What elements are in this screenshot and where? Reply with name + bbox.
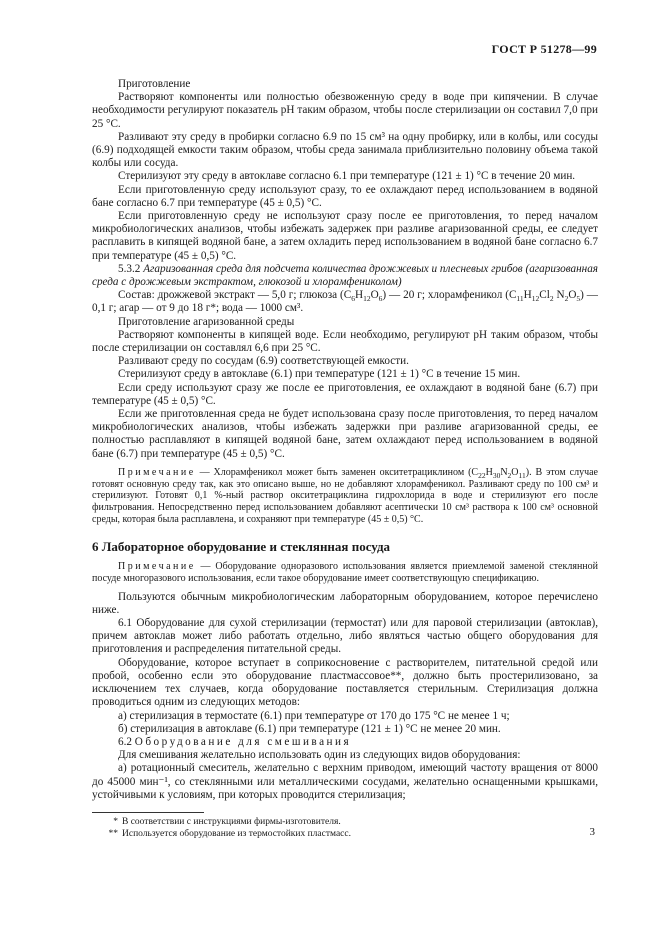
note-lead: Примечание [118,561,196,573]
paragraph: Разливают среду по сосудам (6.9) соответствующей емкости. [118,355,409,368]
standard-code-header: ГОСТ Р 51278—99 [491,42,597,56]
paragraph: Растворяют компоненты в кипящей воде. Если необходимо, регулируют pH таким образом, чтобы после стерилизации он составлял 6,6 при 25 °С. [92,328,598,355]
paragraph: Пользуются обычным микробиологическим лабораторным оборудованием, которое перечислено ниже. [92,590,598,616]
text-run: ) — 20 г; хлорамфеникол (C [382,289,517,302]
subscript: 12 [363,294,371,304]
paragraph: Разливают эту среду в пробирки согласно 6.9 по 15 см³ на одну пробирку, или в колбы, или сосуды (6.9) подходящей емкости таким образом, чтобы среда занимала приблизительно половину объема такой колбы или сосуда. [92,130,598,170]
footnote-mark: * [113,816,118,827]
paragraph: Если среду используют сразу же после ее приготовления, ее охлаждают в водяной бане (6.7) при температуре (45 ± 0,5) °С. [92,381,598,407]
text-run: N [500,466,508,478]
subscript: 2 [549,294,554,304]
subheading: Приготовление агаризованной среды [118,315,295,328]
text-run: N [553,289,565,302]
text-run: O [370,289,379,302]
list-item: б) стерилизация в автоклаве (6.1) при температуре (121 ± 1) °С не менее 20 мин. [118,722,501,735]
footnote-separator [92,812,204,813]
text-run: H [523,289,532,302]
text-run: ) — 0,1 г; агар — от 9 до 18 г*; вода — 1000 см³. [92,289,598,315]
text-run: — Оборудование одноразового использования является приемлемой заменой стеклянной посуде многоразового использования, если такое оборудование имеет соответствующую спецификацию. [92,561,598,584]
page-number: 3 [589,826,595,838]
note-disposable-equipment [92,561,598,585]
paragraph: Растворяют компоненты или полностью обезвоженную среду в воде при кипячении. В случае необходимости регулируют показатель pH таким образом, чтобы после стерилизации он составил 7,0 при 25 °С. [92,91,598,130]
subscript: 6 [351,294,355,304]
subscript: 5 [576,294,581,304]
text-run: ). В этом случае готовят основную среду так, как это описано выше, но не добавляют хлорамфеникол. Разливают среду по 100 см³ и стерилизуют. Готовят 0,1 %-ный раствор окситетрациклина гидрохлорида в воде и стерилизуют его после фильтрования. Непосредственно перед использованием добавляют асептически 10 см³ раствора к 100 см³ основной среды, которая была расплавлена, и сохраняют при температуре (45 ± 0,5) °С. [92,466,598,526]
clause-title: Оборудование для смешивания [134,735,352,748]
paragraph: Для смешивания желательно использовать один из следующих видов оборудования: [118,749,521,762]
subscript: 11 [516,294,524,304]
clause-5-3-2 [92,263,598,289]
paragraph: Если приготовленную среду используют сразу, то ее охлаждают перед использованием в водяной бане согласно 6.7 при температуре (45 ± 0,5) °С. [92,183,598,209]
clause-title: Агаризованная среда для подсчета количества дрожжевых и плесневых грибов (агаризованная среда с дрожжевым экстрактом, глюкозой и хлорамфениколом) [92,262,599,289]
subscript: 22 [478,470,486,480]
page-content [92,78,598,840]
subscript: 6 [378,294,383,304]
text-run: O [511,466,519,478]
text-run: H [354,289,364,302]
list-item: а) стерилизация в термостате (6.1) при температуре от 170 до 175 °С не менее 1 ч; [118,709,510,722]
text-run: O [568,289,577,302]
footnote-text: Используется оборудование из термостойких пластмасс. [122,828,351,839]
note-lead: Примечание [118,466,196,478]
text-run: Cl [539,289,550,302]
clause-6-1: 6.1 Оборудование для сухой стерилизации (термостат) или для паровой стерилизации (автоклав), причем автоклав может либо работать отдельно, либо являться частью общего оборудования для приготовления и распределения питательной среды. [92,617,598,656]
subscript: 11 [518,470,526,480]
paragraph: Стерилизуют эту среду в автоклаве согласно 6.1 при температуре (121 ± 1) °С в течение 20 мин. [118,170,576,183]
paragraph: Если же приготовленная среда не будет использована сразу после приготовления, то перед началом микробиологических анализов, чтобы избежать задержки при разливе агаризованной среды, ее полностью расплавляют в кипящей водяной бане, затем охлаждают перед использованием в водяной бане (6.7) при температуре (45 ± 0,5) °С. [92,408,598,460]
subscript: 2 [507,470,512,480]
list-item: а) ротационный смеситель, желательно с верхним приводом, имеющий частоту вращения от 8000 до 45000 мин⁻¹, со стеклянными или металлическими сосудами, желательно оснащенными крышками, устойчивыми к условиям, при которых проводится стерилизация; [92,762,598,801]
paragraph: Стерилизуют среду в автоклаве (6.1) при температуре (121 ± 1) °С в течение 15 мин. [118,368,521,381]
paragraph: Если приготовленную среду не используют сразу после ее приготовления, то перед началом микробиологических анализов, чтобы избежать задержек при разливе агаризованной среды, ее следует расплавить в кипящей водяной бане, а затем охладить перед использованием в водяной бане согласно 6.7 при температуре (45 ± 0,5) °С. [92,210,598,262]
subheading-preparation: Приготовление [118,78,191,90]
clause-6-2 [92,736,598,749]
footnote-text: В соответствии с инструкциями фирмы-изготовителя. [122,816,341,827]
text-run: H [485,466,493,478]
subscript: 30 [492,470,501,480]
paragraph: Оборудование, которое вступает в соприкосновение с растворителем, питательной средой или пробой, особенно если это оборудование пластмассовое**, должно быть простерилизовано, за исключением тех случаев, когда оборудование поставляется стерильным. Стерилизация должна проводиться одним из следующих методов: [92,656,598,709]
clause-number: 5.3.2 [118,262,141,275]
clause-number: 6.2 [118,735,132,748]
text-run: Состав: дрожжевой экстракт — 5,0 г; глюкоза (C [118,289,352,302]
footnote [92,828,598,840]
text-run: — Хлорамфеникол может быть заменен окситетрациклином (C [195,466,479,478]
footnote-mark: ** [108,828,118,839]
footnote [92,816,598,828]
note-oxytetracycline [92,467,598,526]
subscript: 2 [564,294,569,304]
subscript: 12 [531,294,540,304]
section-6-title: 6 Лабораторное оборудование и стеклянная посуда [92,538,391,554]
composition-paragraph [92,289,598,315]
